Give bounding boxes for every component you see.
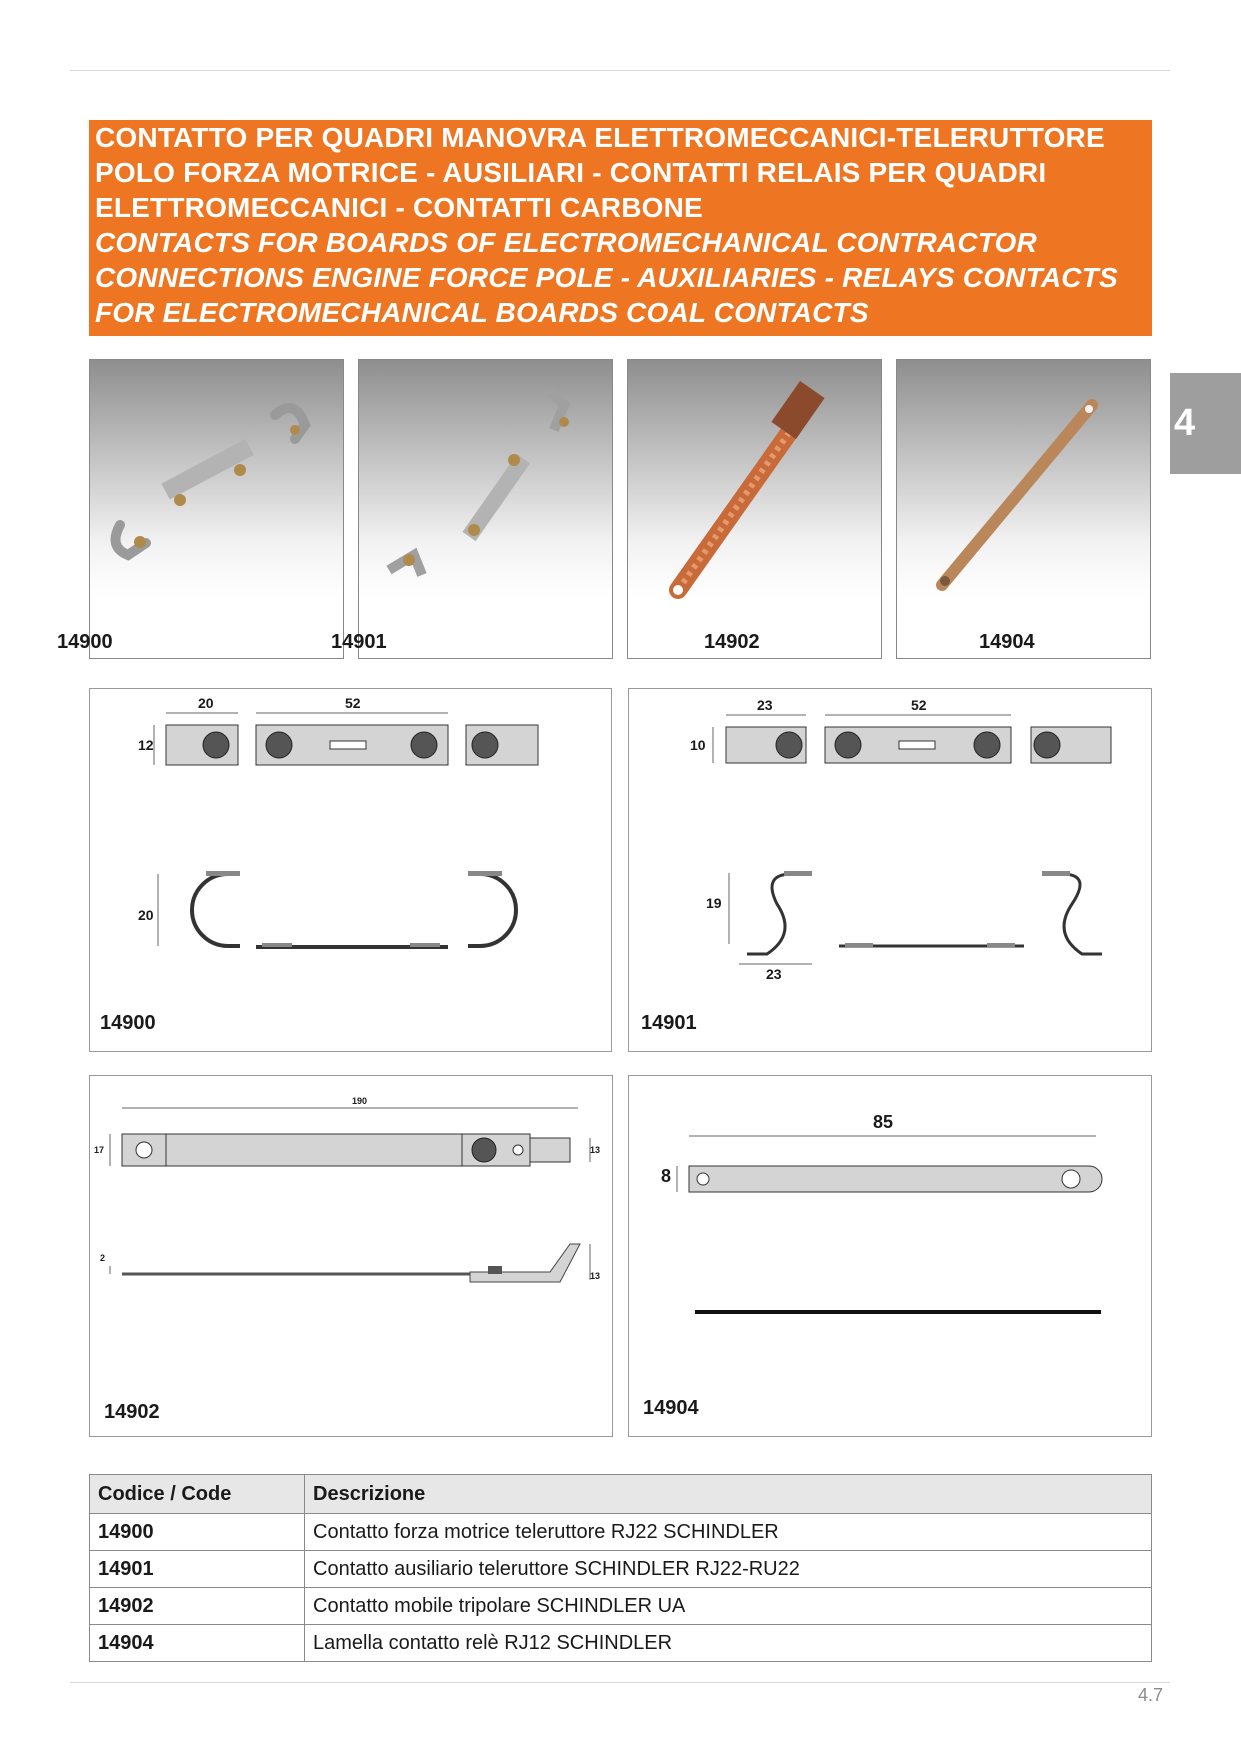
section-header xyxy=(89,120,1152,336)
spec-table xyxy=(89,1474,1152,1662)
dim-label: 20 xyxy=(138,907,154,923)
photo-14901 xyxy=(331,359,613,659)
part-photo-14900 xyxy=(90,360,345,660)
drawing-label: 14900 xyxy=(100,1012,156,1034)
column-header-code: Codice / Code xyxy=(90,1475,305,1514)
dim-label: 23 xyxy=(766,966,782,982)
part-photo-14901 xyxy=(359,360,614,660)
photo-label: 14902 xyxy=(704,631,760,653)
photo-label: 14901 xyxy=(331,631,387,653)
table-row xyxy=(90,1551,1152,1588)
dim-label: 190 xyxy=(352,1096,368,1106)
drawing-panel-14904 xyxy=(628,1075,1152,1437)
code-cell: 14902 xyxy=(90,1588,305,1625)
dim-label: 52 xyxy=(345,695,361,711)
description-cell: Contatto ausiliario teleruttore SCHINDLER RJ22-RU22 xyxy=(305,1551,1152,1588)
dim-label: 12 xyxy=(138,737,154,753)
part-photo-14902 xyxy=(628,360,883,660)
table-row xyxy=(90,1625,1152,1662)
drawing-label: 14902 xyxy=(104,1401,160,1423)
description-cell: Contatto mobile tripolare SCHINDLER UA xyxy=(305,1588,1152,1625)
technical-drawing-14901 xyxy=(629,689,1153,1053)
photo-label: 14904 xyxy=(979,631,1035,653)
technical-drawing-14900 xyxy=(90,689,613,1053)
drawing-label: 14901 xyxy=(641,1012,697,1034)
dim-label: 2 xyxy=(100,1253,106,1263)
header-line-it-1: CONTATTO PER QUADRI MANOVRA ELETTROMECCANICI-TELERUTTORE xyxy=(95,122,1105,153)
photo-14904 xyxy=(896,359,1151,659)
header-line-en-3: FOR ELECTROMECHANICAL BOARDS COAL CONTACTS xyxy=(95,297,869,328)
dim-label: 23 xyxy=(757,697,773,713)
column-header-description: Descrizione xyxy=(305,1475,1152,1514)
section-tab[interactable]: 4 xyxy=(1170,373,1241,474)
photo-label: 14900 xyxy=(57,631,113,653)
dim-label: 19 xyxy=(706,895,722,911)
photo-14902 xyxy=(627,359,882,659)
dim-label: 8 xyxy=(661,1166,672,1186)
dim-label: 17 xyxy=(94,1145,105,1155)
code-cell: 14900 xyxy=(90,1514,305,1551)
bottom-rule xyxy=(70,1682,1170,1683)
technical-drawing-14902 xyxy=(90,1076,614,1438)
drawing-panel-14900 xyxy=(89,688,612,1052)
dim-label: 85 xyxy=(873,1112,894,1132)
photo-14900 xyxy=(57,359,344,659)
dim-label: 10 xyxy=(690,737,706,753)
dim-label: 52 xyxy=(911,697,927,713)
code-cell: 14901 xyxy=(90,1551,305,1588)
dim-label: 20 xyxy=(198,695,214,711)
part-photo-14904 xyxy=(897,360,1152,660)
page-number: 4.7 xyxy=(1138,1685,1164,1705)
header-line-en-2: CONNECTIONS ENGINE FORCE POLE - AUXILIARIES - RELAYS CONTACTS xyxy=(95,262,1118,293)
description-cell: Contatto forza motrice teleruttore RJ22 SCHINDLER xyxy=(305,1514,1152,1551)
table-header-row xyxy=(90,1475,1152,1514)
table-row xyxy=(90,1588,1152,1625)
description-cell: Lamella contatto relè RJ12 SCHINDLER xyxy=(305,1625,1152,1662)
drawing-panel-14901 xyxy=(628,688,1152,1052)
drawing-panel-14902 xyxy=(89,1075,613,1437)
code-cell: 14904 xyxy=(90,1625,305,1662)
top-rule xyxy=(70,70,1170,71)
dim-label: 13 xyxy=(590,1271,601,1281)
header-line-it-2: POLO FORZA MOTRICE - AUSILIARI - CONTATTI RELAIS PER QUADRI xyxy=(95,157,1047,188)
drawing-label: 14904 xyxy=(643,1397,699,1419)
table-row xyxy=(90,1514,1152,1551)
dim-label: 13 xyxy=(590,1145,601,1155)
header-line-en-1: CONTACTS FOR BOARDS OF ELECTROMECHANICAL CONTRACTOR xyxy=(95,227,1037,258)
header-line-it-3: ELETTROMECCANICI - CONTATTI CARBONE xyxy=(95,192,703,223)
